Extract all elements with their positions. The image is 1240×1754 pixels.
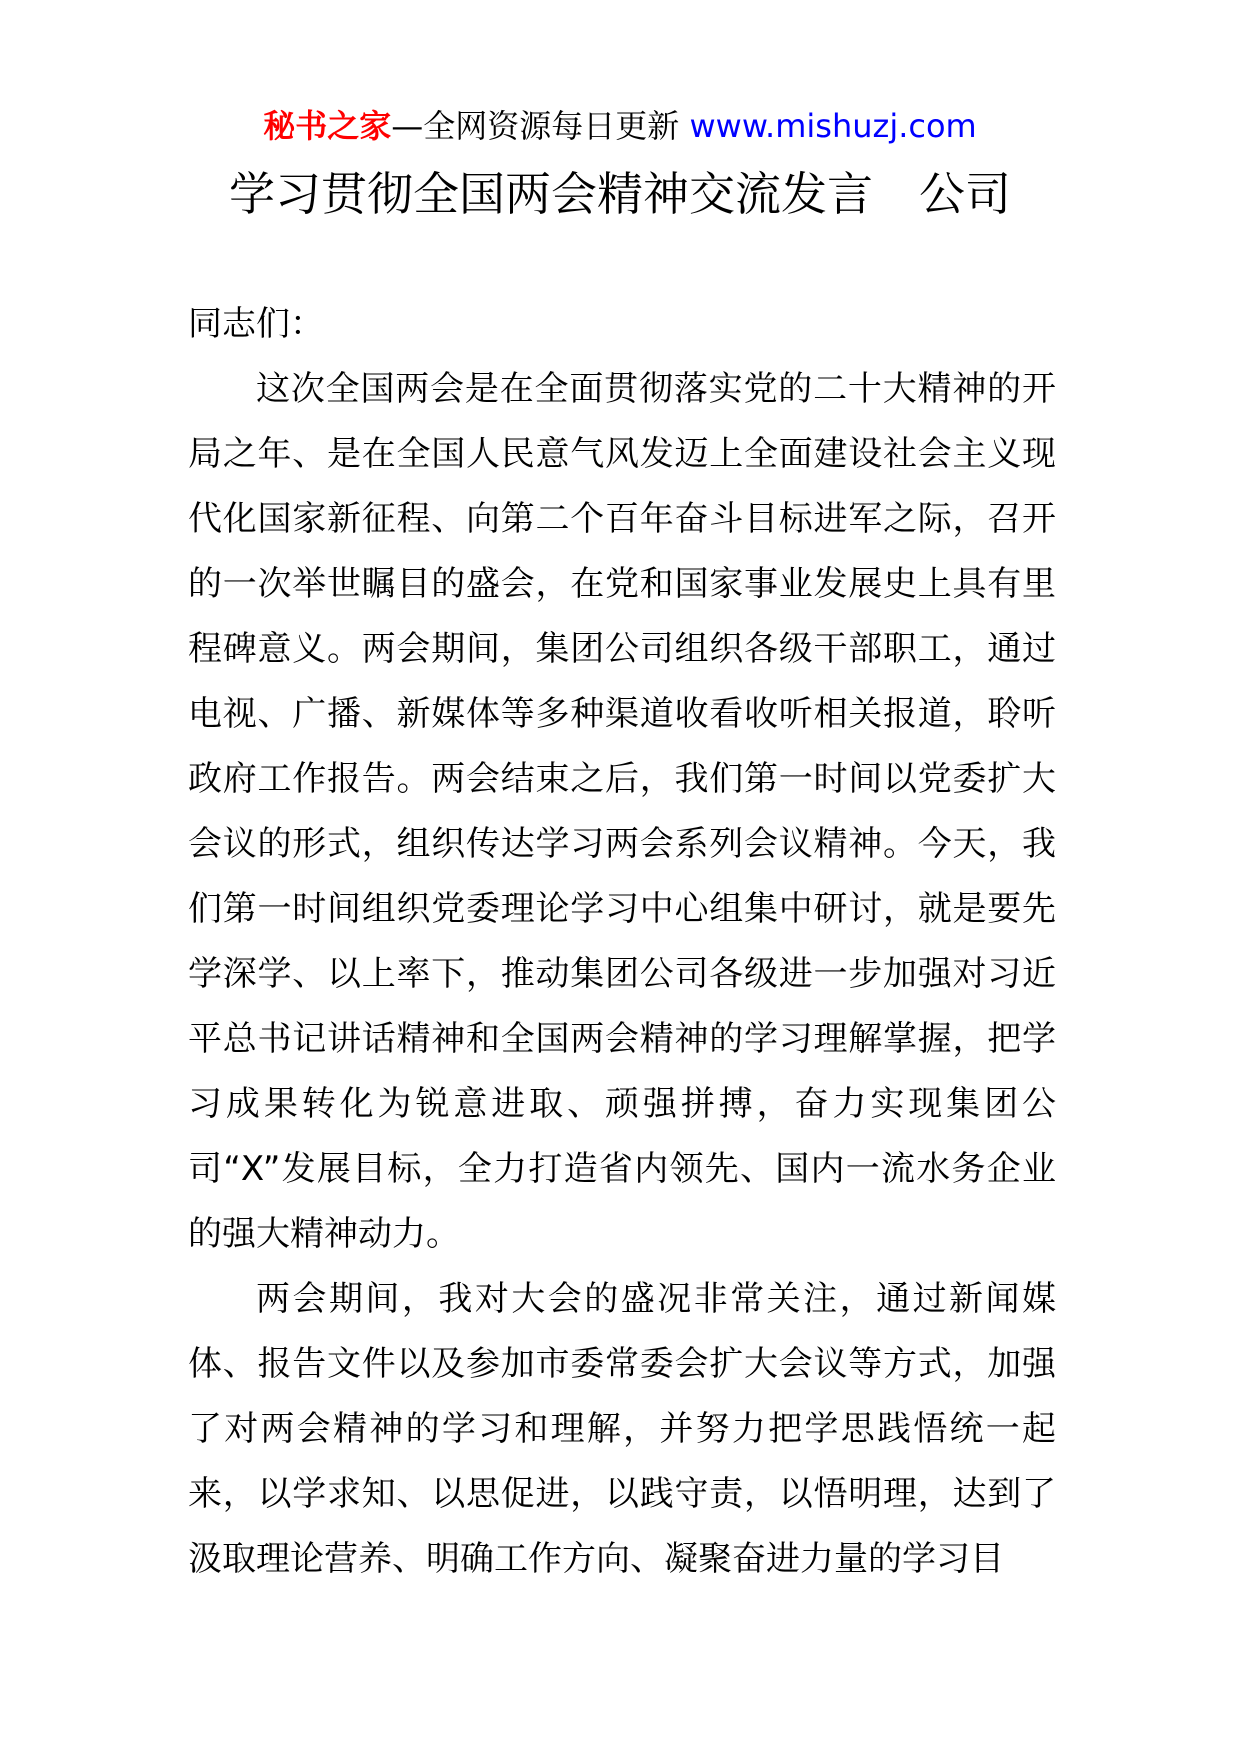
paragraph-1: 这次全国两会是在全面贯彻落实党的二十大精神的开局之年、是在全国人民意气风发迈上全面建设社会主义现代化国家新征程、向第二个百年奋斗目标进军之际，召开的一次举世瞩目的盛会，在党和国家事业发展史上具有里程碑意义。两会期间，集团公司组织各级干部职工，通过电视、广播、新媒体等多种渠道收看收听相关报道，聆听政府工作报告。两会结束之后，我们第一时间以党委扩大会议的形式，组织传达学习两会系列会议精神。今天，我们第一时间组织党委理论学习中心组集中研讨，就是要先学深学、以上率下，推动集团公司各级进一步加强对习近平总书记讲话精神和全国两会精神的学习理解掌握，把学习成果转化为锐意进取、顽强拼搏，奋力实现集团公司“X”发展目标，全力打造省内领先、国内一流水务企业的强大精神动力。	[188, 369, 1056, 1254]
site-brand: 秘书之家	[263, 107, 392, 145]
paragraph-2: 两会期间，我对大会的盛况非常关注，通过新闻媒体、报告文件以及参加市委常委会扩大会议等方式，加强了对两会精神的学习和理解，并努力把学思践悟统一起来，以学求知、以思促进，以践守责，以悟明理，达到了汲取理论营养、明确工作方向、凝聚奋进力量的学习目	[188, 1279, 1056, 1579]
document-title	[0, 158, 1240, 230]
document-title-text: 学习贯彻全国两会精神交流发言	[229, 167, 873, 221]
site-tagline: —全网资源每日更新	[391, 107, 680, 145]
salutation: 同志们：	[188, 304, 324, 344]
site-header	[0, 98, 1240, 154]
document-body	[188, 292, 1056, 1592]
document-organization: 公司	[919, 167, 1011, 221]
site-url-link[interactable]: www.mishuzj.com	[689, 107, 977, 145]
